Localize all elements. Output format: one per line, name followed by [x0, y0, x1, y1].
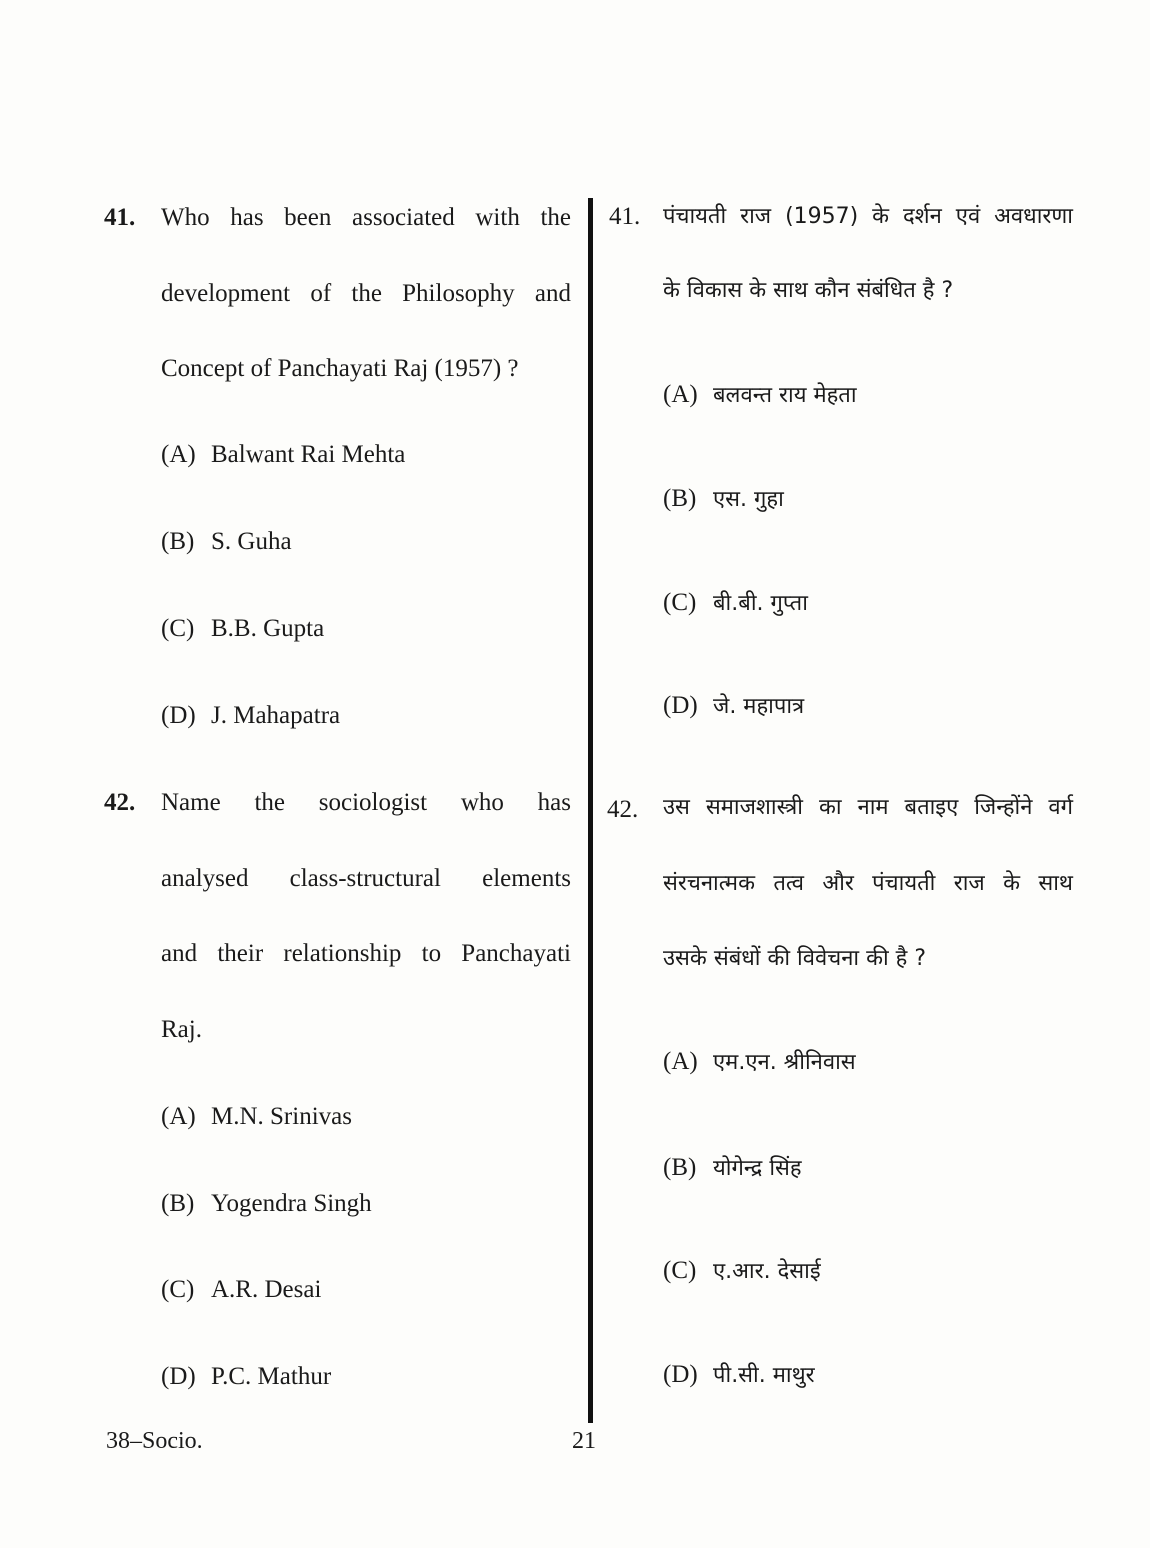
question-text-line: analysed class-structural elements: [161, 865, 571, 892]
option-letter: (A): [663, 381, 698, 408]
option-text: S. Guha: [211, 528, 292, 555]
option-a: [663, 380, 857, 411]
option-letter: (D): [161, 1363, 196, 1390]
option-letter: (A): [663, 1048, 698, 1075]
option-text: एम.एन. श्रीनिवास: [713, 1050, 856, 1075]
question-text-line: पंचायती राज (1957) के दर्शन एवं अवधारणा: [663, 204, 1073, 229]
question-text-line: उस समाजशास्त्री का नाम बताइए जिन्होंने वर्ग: [663, 795, 1073, 820]
option-text: M.N. Srinivas: [211, 1103, 352, 1130]
column-divider: [588, 198, 593, 1423]
option-b: [161, 1189, 372, 1219]
option-text: ए.आर. देसाई: [713, 1259, 821, 1284]
question-text-line: Concept of Panchayati Raj (1957) ?: [161, 355, 519, 382]
page-number: 21: [572, 1428, 596, 1454]
option-a: [161, 1102, 352, 1132]
option-c: [161, 1275, 321, 1305]
option-letter: (C): [161, 615, 195, 642]
option-letter: (D): [663, 1361, 698, 1388]
option-letter: (C): [663, 589, 697, 616]
option-d: [161, 1362, 331, 1392]
option-text: B.B. Gupta: [211, 615, 325, 642]
paper-code: 38–Socio.: [106, 1428, 203, 1454]
question-text-line: उसके संबंधों की विवेचना की है ?: [663, 946, 927, 971]
option-text: बी.बी. गुप्ता: [713, 591, 808, 616]
option-text: जे. महापात्र: [713, 694, 805, 719]
option-b: [663, 1153, 802, 1184]
option-letter: (C): [161, 1276, 195, 1303]
question-text-line: and their relationship to Panchayati: [161, 940, 571, 967]
option-letter: (D): [663, 692, 698, 719]
option-letter: (C): [663, 1257, 697, 1284]
question-text-line: Who has been associated with the: [161, 204, 571, 231]
option-text: योगेन्द्र सिंह: [713, 1156, 802, 1181]
option-d: [663, 691, 804, 722]
option-letter: (D): [161, 702, 196, 729]
question-text-line: development of the Philosophy and: [161, 280, 571, 307]
option-text: A.R. Desai: [211, 1276, 322, 1303]
question-text-line: Name the sociologist who has: [161, 789, 571, 816]
option-text: पी.सी. माथुर: [713, 1363, 815, 1388]
option-c: [161, 614, 324, 644]
option-d: [161, 701, 340, 731]
question-number: 41.: [104, 204, 136, 231]
question-text-line: के विकास के साथ कौन संबंधित है ?: [663, 278, 954, 303]
question-text-line: Raj.: [161, 1016, 202, 1043]
option-letter: (B): [161, 528, 195, 555]
option-b: [663, 484, 784, 515]
option-text: एस. गुहा: [713, 487, 784, 512]
question-text-line: संरचनात्मक तत्व और पंचायती राज के साथ: [663, 871, 1073, 896]
option-c: [663, 1256, 821, 1287]
option-text: Balwant Rai Mehta: [211, 441, 406, 468]
question-number: 41.: [609, 203, 641, 230]
option-c: [663, 588, 808, 619]
option-text: J. Mahapatra: [211, 702, 341, 729]
option-letter: (B): [663, 1154, 697, 1181]
option-letter: (A): [161, 1103, 196, 1130]
option-letter: (B): [663, 485, 697, 512]
option-a: [161, 440, 405, 470]
option-d: [663, 1360, 815, 1391]
question-number: 42.: [104, 789, 136, 816]
option-letter: (A): [161, 441, 196, 468]
option-a: [663, 1047, 856, 1078]
option-b: [161, 527, 292, 557]
question-number: 42.: [607, 796, 639, 823]
option-text: P.C. Mathur: [211, 1363, 332, 1390]
option-text: Yogendra Singh: [211, 1190, 372, 1217]
option-letter: (B): [161, 1190, 195, 1217]
option-text: बलवन्त राय मेहता: [713, 383, 857, 408]
